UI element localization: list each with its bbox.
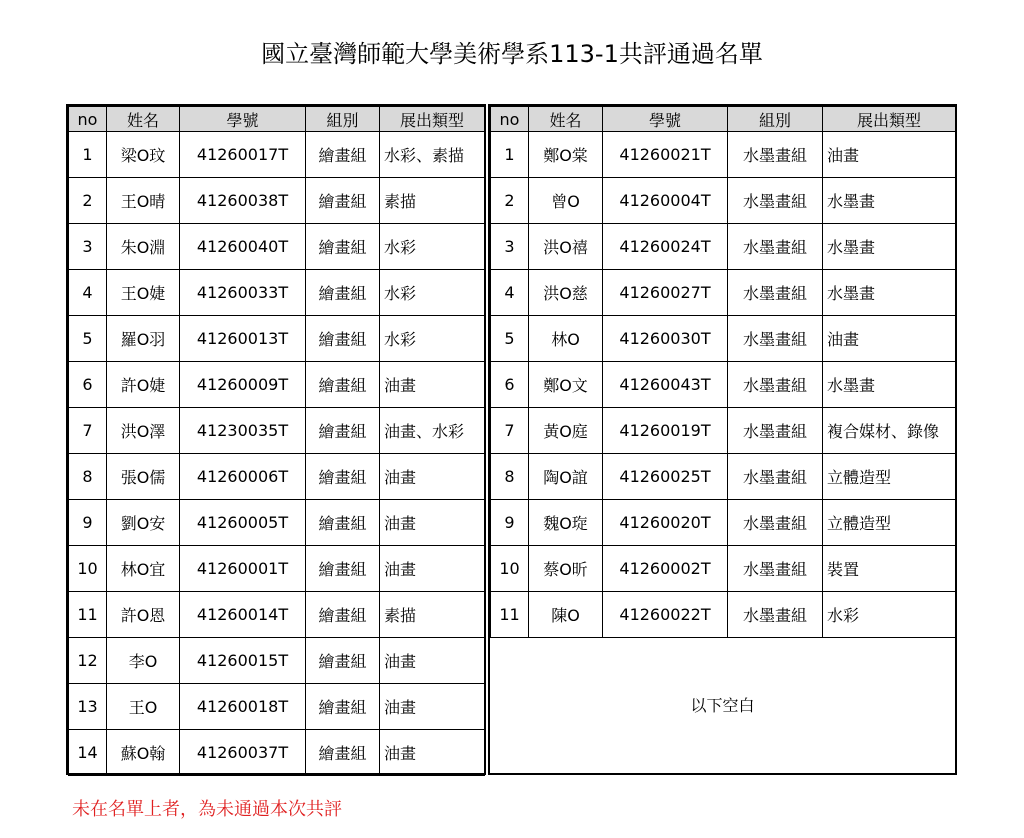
row-student-id: 41260019T bbox=[603, 408, 728, 454]
row-group: 繪畫組 bbox=[306, 684, 380, 730]
row-no: 6 bbox=[491, 362, 529, 408]
row-type: 油畫、水彩 bbox=[380, 408, 485, 454]
row-no: 4 bbox=[491, 270, 529, 316]
header-group: 組別 bbox=[306, 107, 380, 132]
table-row bbox=[491, 592, 956, 638]
row-no: 5 bbox=[69, 316, 107, 362]
row-student-id: 41260027T bbox=[603, 270, 728, 316]
row-type: 水彩 bbox=[823, 592, 956, 638]
row-name: 魏O琁 bbox=[529, 500, 603, 546]
row-group: 水墨畫組 bbox=[728, 500, 823, 546]
row-no: 13 bbox=[69, 684, 107, 730]
row-student-id: 41260015T bbox=[180, 638, 306, 684]
row-group: 繪畫組 bbox=[306, 270, 380, 316]
table-row bbox=[69, 316, 485, 362]
row-type: 素描 bbox=[380, 592, 485, 638]
row-type: 水墨畫 bbox=[823, 270, 956, 316]
header-name: 姓名 bbox=[529, 107, 603, 132]
row-group: 繪畫組 bbox=[306, 178, 380, 224]
row-name: 曾O bbox=[529, 178, 603, 224]
row-no: 11 bbox=[491, 592, 529, 638]
table-row bbox=[491, 500, 956, 546]
left-table-body bbox=[69, 132, 485, 776]
row-group: 水墨畫組 bbox=[728, 178, 823, 224]
table-row bbox=[69, 132, 485, 178]
row-student-id: 41260043T bbox=[603, 362, 728, 408]
row-student-id: 41260021T bbox=[603, 132, 728, 178]
row-name: 鄭O文 bbox=[529, 362, 603, 408]
header-group: 組別 bbox=[728, 107, 823, 132]
table-row bbox=[69, 546, 485, 592]
row-type: 油畫 bbox=[380, 546, 485, 592]
row-type: 水彩 bbox=[380, 224, 485, 270]
row-group: 水墨畫組 bbox=[728, 132, 823, 178]
table-row bbox=[69, 408, 485, 454]
row-group: 繪畫組 bbox=[306, 362, 380, 408]
row-name: 黃O庭 bbox=[529, 408, 603, 454]
row-no: 7 bbox=[69, 408, 107, 454]
row-name: 蘇O翰 bbox=[107, 730, 180, 776]
row-type: 水彩 bbox=[380, 270, 485, 316]
table-row bbox=[491, 408, 956, 454]
row-name: 洪O澤 bbox=[107, 408, 180, 454]
row-student-id: 41260030T bbox=[603, 316, 728, 362]
row-student-id: 41260005T bbox=[180, 500, 306, 546]
row-group: 繪畫組 bbox=[306, 132, 380, 178]
row-name: 羅O羽 bbox=[107, 316, 180, 362]
row-no: 10 bbox=[69, 546, 107, 592]
right-table bbox=[490, 106, 956, 638]
row-name: 王O婕 bbox=[107, 270, 180, 316]
row-name: 王O bbox=[107, 684, 180, 730]
row-name: 陳O bbox=[529, 592, 603, 638]
table-row bbox=[491, 224, 956, 270]
row-student-id: 41260009T bbox=[180, 362, 306, 408]
row-name: 李O bbox=[107, 638, 180, 684]
row-type: 油畫 bbox=[380, 684, 485, 730]
row-group: 繪畫組 bbox=[306, 546, 380, 592]
row-type: 立體造型 bbox=[823, 500, 956, 546]
row-type: 油畫 bbox=[823, 132, 956, 178]
row-student-id: 41260001T bbox=[180, 546, 306, 592]
row-type: 油畫 bbox=[380, 730, 485, 776]
row-student-id: 41260038T bbox=[180, 178, 306, 224]
row-student-id: 41260022T bbox=[603, 592, 728, 638]
row-type: 油畫 bbox=[380, 500, 485, 546]
table-row bbox=[69, 454, 485, 500]
row-no: 3 bbox=[69, 224, 107, 270]
row-type: 水彩、素描 bbox=[380, 132, 485, 178]
row-type: 水墨畫 bbox=[823, 178, 956, 224]
table-row bbox=[69, 178, 485, 224]
table-row bbox=[69, 730, 485, 776]
row-group: 繪畫組 bbox=[306, 408, 380, 454]
table-row bbox=[491, 316, 956, 362]
table-row bbox=[491, 178, 956, 224]
row-group: 水墨畫組 bbox=[728, 592, 823, 638]
row-name: 梁O玟 bbox=[107, 132, 180, 178]
blank-area-note: 以下空白 bbox=[690, 695, 755, 715]
row-type: 立體造型 bbox=[823, 454, 956, 500]
table-row bbox=[491, 362, 956, 408]
row-student-id: 41260018T bbox=[180, 684, 306, 730]
row-no: 11 bbox=[69, 592, 107, 638]
row-student-id: 41260014T bbox=[180, 592, 306, 638]
row-name: 許O婕 bbox=[107, 362, 180, 408]
table-row bbox=[491, 270, 956, 316]
row-name: 劉O安 bbox=[107, 500, 180, 546]
row-student-id: 41260040T bbox=[180, 224, 306, 270]
row-name: 蔡O昕 bbox=[529, 546, 603, 592]
row-student-id: 41260037T bbox=[180, 730, 306, 776]
row-type: 油畫 bbox=[380, 638, 485, 684]
page-title: 國立臺灣師範大學美術學系113-1共評通過名單 bbox=[261, 40, 763, 68]
row-group: 繪畫組 bbox=[306, 500, 380, 546]
row-name: 許O恩 bbox=[107, 592, 180, 638]
row-name: 陶O誼 bbox=[529, 454, 603, 500]
row-no: 2 bbox=[491, 178, 529, 224]
row-no: 5 bbox=[491, 316, 529, 362]
row-group: 水墨畫組 bbox=[728, 546, 823, 592]
row-student-id: 41260002T bbox=[603, 546, 728, 592]
header-name: 姓名 bbox=[107, 107, 180, 132]
row-no: 1 bbox=[69, 132, 107, 178]
row-student-id: 41260004T bbox=[603, 178, 728, 224]
row-type: 水墨畫 bbox=[823, 362, 956, 408]
row-group: 水墨畫組 bbox=[728, 454, 823, 500]
row-group: 繪畫組 bbox=[306, 730, 380, 776]
row-no: 9 bbox=[491, 500, 529, 546]
row-no: 8 bbox=[491, 454, 529, 500]
row-type: 油畫 bbox=[380, 454, 485, 500]
row-no: 10 bbox=[491, 546, 529, 592]
row-name: 張O儒 bbox=[107, 454, 180, 500]
row-group: 繪畫組 bbox=[306, 316, 380, 362]
row-type: 裝置 bbox=[823, 546, 956, 592]
row-student-id: 41260033T bbox=[180, 270, 306, 316]
row-type: 水彩 bbox=[380, 316, 485, 362]
table-row bbox=[69, 224, 485, 270]
table-row bbox=[491, 546, 956, 592]
row-no: 7 bbox=[491, 408, 529, 454]
table-row bbox=[491, 132, 956, 178]
right-table-body bbox=[491, 132, 956, 638]
header-type: 展出類型 bbox=[380, 107, 485, 132]
row-no: 8 bbox=[69, 454, 107, 500]
row-type: 油畫 bbox=[823, 316, 956, 362]
row-student-id: 41260006T bbox=[180, 454, 306, 500]
row-student-id: 41230035T bbox=[180, 408, 306, 454]
row-name: 林O宜 bbox=[107, 546, 180, 592]
row-student-id: 41260025T bbox=[603, 454, 728, 500]
row-name: 鄭O棠 bbox=[529, 132, 603, 178]
row-group: 繪畫組 bbox=[306, 592, 380, 638]
header-id: 學號 bbox=[603, 107, 728, 132]
row-type: 水墨畫 bbox=[823, 224, 956, 270]
footnote: 未在名單上者，為未通過本次共評 bbox=[72, 799, 342, 820]
row-group: 繪畫組 bbox=[306, 454, 380, 500]
row-no: 1 bbox=[491, 132, 529, 178]
row-no: 14 bbox=[69, 730, 107, 776]
row-group: 水墨畫組 bbox=[728, 224, 823, 270]
left-table bbox=[68, 106, 485, 776]
row-group: 水墨畫組 bbox=[728, 362, 823, 408]
row-student-id: 41260024T bbox=[603, 224, 728, 270]
row-name: 王O晴 bbox=[107, 178, 180, 224]
table-row bbox=[69, 684, 485, 730]
row-student-id: 41260017T bbox=[180, 132, 306, 178]
row-no: 9 bbox=[69, 500, 107, 546]
row-group: 繪畫組 bbox=[306, 638, 380, 684]
row-no: 12 bbox=[69, 638, 107, 684]
row-no: 6 bbox=[69, 362, 107, 408]
row-name: 洪O禧 bbox=[529, 224, 603, 270]
table-header-row bbox=[491, 107, 956, 132]
row-name: 洪O慈 bbox=[529, 270, 603, 316]
header-no: no bbox=[491, 107, 529, 132]
row-group: 水墨畫組 bbox=[728, 270, 823, 316]
row-type: 素描 bbox=[380, 178, 485, 224]
row-student-id: 41260020T bbox=[603, 500, 728, 546]
row-no: 2 bbox=[69, 178, 107, 224]
table-row bbox=[69, 270, 485, 316]
row-type: 複合媒材、錄像 bbox=[823, 408, 956, 454]
row-no: 4 bbox=[69, 270, 107, 316]
header-type: 展出類型 bbox=[823, 107, 956, 132]
row-group: 繪畫組 bbox=[306, 224, 380, 270]
header-no: no bbox=[69, 107, 107, 132]
table-header-row bbox=[69, 107, 485, 132]
row-name: 林O bbox=[529, 316, 603, 362]
table-row bbox=[69, 500, 485, 546]
row-group: 水墨畫組 bbox=[728, 408, 823, 454]
table-row bbox=[69, 592, 485, 638]
row-group: 水墨畫組 bbox=[728, 316, 823, 362]
table-row bbox=[69, 362, 485, 408]
row-type: 油畫 bbox=[380, 362, 485, 408]
table-row bbox=[491, 454, 956, 500]
row-student-id: 41260013T bbox=[180, 316, 306, 362]
header-id: 學號 bbox=[180, 107, 306, 132]
row-no: 3 bbox=[491, 224, 529, 270]
row-name: 朱O淵 bbox=[107, 224, 180, 270]
table-row bbox=[69, 638, 485, 684]
